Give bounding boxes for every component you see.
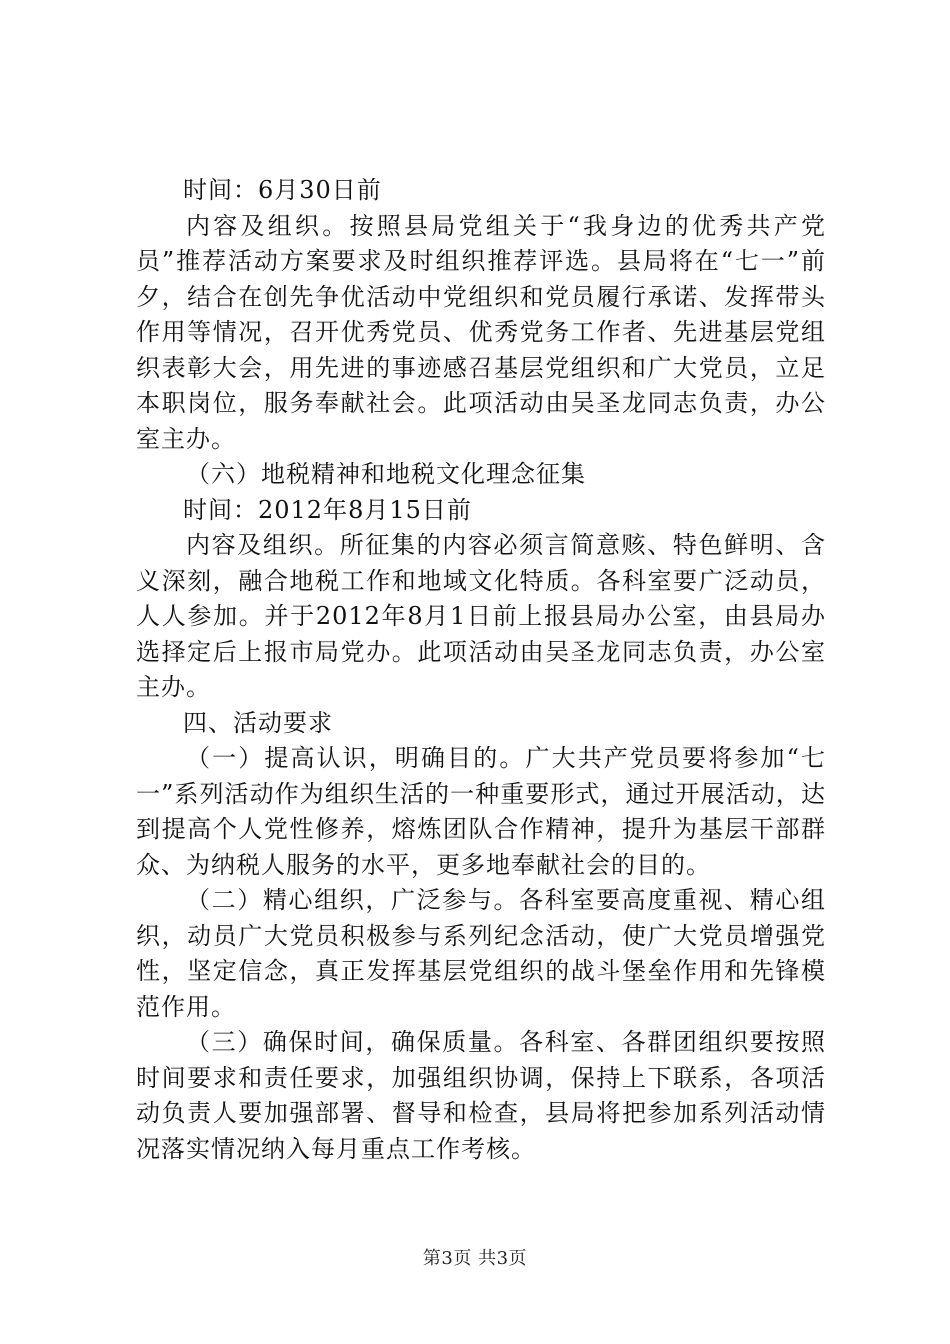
paragraph-requirement-3: （三）确保时间，确保质量。各科室、各群团组织要按照时间要求和责任要求，加强组织协调，保持上下联系，各项活动负责人要加强部署、督导和检查，县局将把参加系列活动情况落实情况纳入每月重点工作考核。 (136, 1028, 826, 1163)
section-heading-activity-requirements: 四、活动要求 (183, 708, 333, 737)
paragraph-requirement-2: （二）精心组织，广泛参与。各科室要高度重视、精心组织，动员广大党员积极参与系列纪念活动，使广大党员增强党性，坚定信念，真正发挥基层党组织的战斗堡垒作用和先锋模范作用。 (136, 886, 826, 1021)
page-number-footer: 第3页 共3页 (422, 1248, 528, 1269)
document-body (136, 173, 826, 1167)
paragraph-time-june: 时间：6月30日前 (183, 176, 382, 204)
section-heading-tax-spirit-collection: （六）地税精神和地税文化理念征集 (186, 460, 586, 488)
paragraph-time-august: 时间：2012年8月15日前 (183, 495, 472, 524)
paragraph-requirement-1: （一）提高认识，明确目的。广大共产党员要将参加“七一”系列活动作为组织生活的一种重要形式，通过开展活动，达到提高个人党性修养，熔炼团队合作精神，提升为基层干部群众、为纳税人服务的水平，更多地奉献社会的目的。 (136, 744, 826, 879)
paragraph-content-organization-recommendation: 内容及组织。按照县局党组关于“我身边的优秀共产党员”推荐活动方案要求及时组织推荐评选。县局将在“七一”前夕，结合在创先争优活动中党组织和党员履行承诺、发挥带头作用等情况，召开优秀党员、优秀党务工作者、先进基层党组织表彰大会，用先进的事迹感召基层党组织和广大党员，立足本职岗位，服务奉献社会。此项活动由吴圣龙同志负责，办公室主办。 (136, 211, 826, 453)
paragraph-content-organization-collection: 内容及组织。所征集的内容必须言简意赅、特色鲜明、含义深刻，融合地税工作和地域文化特质。各科室要广泛动员，人人参加。并于2012年8月1日前上报县局办公室，由县局办选择定后上报市局党办。此项活动由吴圣龙同志负责，办公室主办。 (136, 531, 826, 701)
